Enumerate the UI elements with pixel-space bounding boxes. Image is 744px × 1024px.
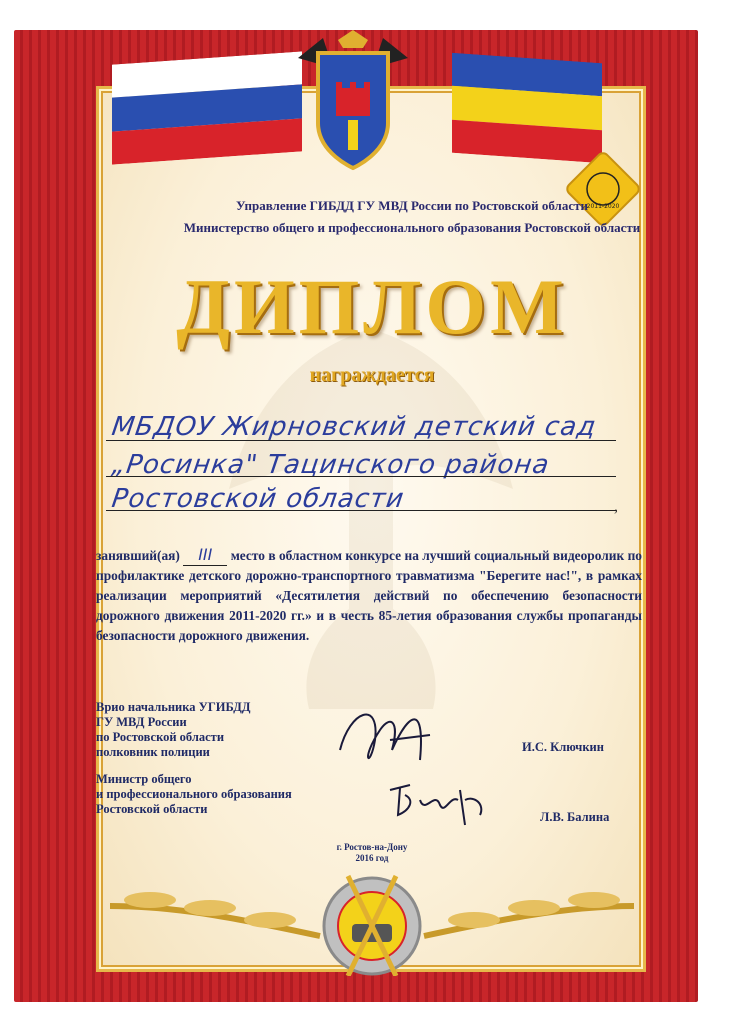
signatory-2-position-line: и профессионального образования <box>96 787 292 801</box>
signatory-2-position-line: Ростовской области <box>96 802 208 816</box>
recipient-comma: , <box>614 498 618 515</box>
org-line-2: Министерство общего и профессионального образования Ростовской области <box>183 220 641 235</box>
award-body: место в областном конкурсе на лучший социальный видеоролик по профилактике детского дорожно-транспортного травматизма "Берегите нас!", в рамках реализации мероприятий «Десятилетия действий по обеспечению безопасности дорожного движения 2011-2020 гг.» и в честь 85-летия образования службы пропаганды безопасности дорожного движения. <box>96 548 642 643</box>
signatory-1-position-line: Врио начальника УГИБДД <box>96 700 251 714</box>
recipient-underline-3 <box>106 510 616 511</box>
signatory-1-position-line: по Ростовской области <box>96 730 225 744</box>
award-text <box>96 545 642 646</box>
signatory-2-name: Л.В. Балина <box>540 810 610 824</box>
road-safety-decade-badge-icon <box>566 152 640 226</box>
award-place: III <box>183 545 227 566</box>
recipient-underline-2 <box>106 476 616 477</box>
diploma-title: ДИПЛОМ <box>176 263 568 350</box>
signatory-2-position-line: Министр общего <box>96 772 192 786</box>
recipient-underline-1 <box>106 440 616 441</box>
signatory-2-position <box>96 772 292 817</box>
rostov-flag-icon <box>452 53 602 163</box>
award-prefix: занявший(ая) <box>96 548 180 563</box>
rostov-coat-of-arms-icon <box>278 28 428 178</box>
laurel-wreath-emblem-icon <box>90 866 654 976</box>
badge-years: 2011-2020 <box>586 203 620 210</box>
signatory-1-position-line: полковник полиции <box>96 745 210 759</box>
recipient-line-3: Ростовской области <box>109 484 407 514</box>
signature-2-icon <box>380 770 500 830</box>
signatory-1-position <box>96 700 250 760</box>
signature-1-icon <box>330 690 440 780</box>
certificate-panel <box>96 86 646 972</box>
signatory-1-position-line: ГУ МВД России <box>96 715 187 729</box>
issue-city: г. Ростов-на-Дону <box>336 842 408 852</box>
diploma-subtitle: награждается <box>309 364 435 386</box>
recipient-line-1: МБДОУ Жирновский детский сад <box>109 412 599 442</box>
issue-year: 2016 год <box>355 853 389 863</box>
signatory-1-name: И.С. Ключкин <box>522 740 604 754</box>
recipient-line-2: „Росинка" Тацинского района <box>109 450 552 480</box>
org-line-1: Управление ГИБДД ГУ МВД России по Ростовской области <box>236 198 588 213</box>
russian-flag-icon <box>112 51 302 164</box>
